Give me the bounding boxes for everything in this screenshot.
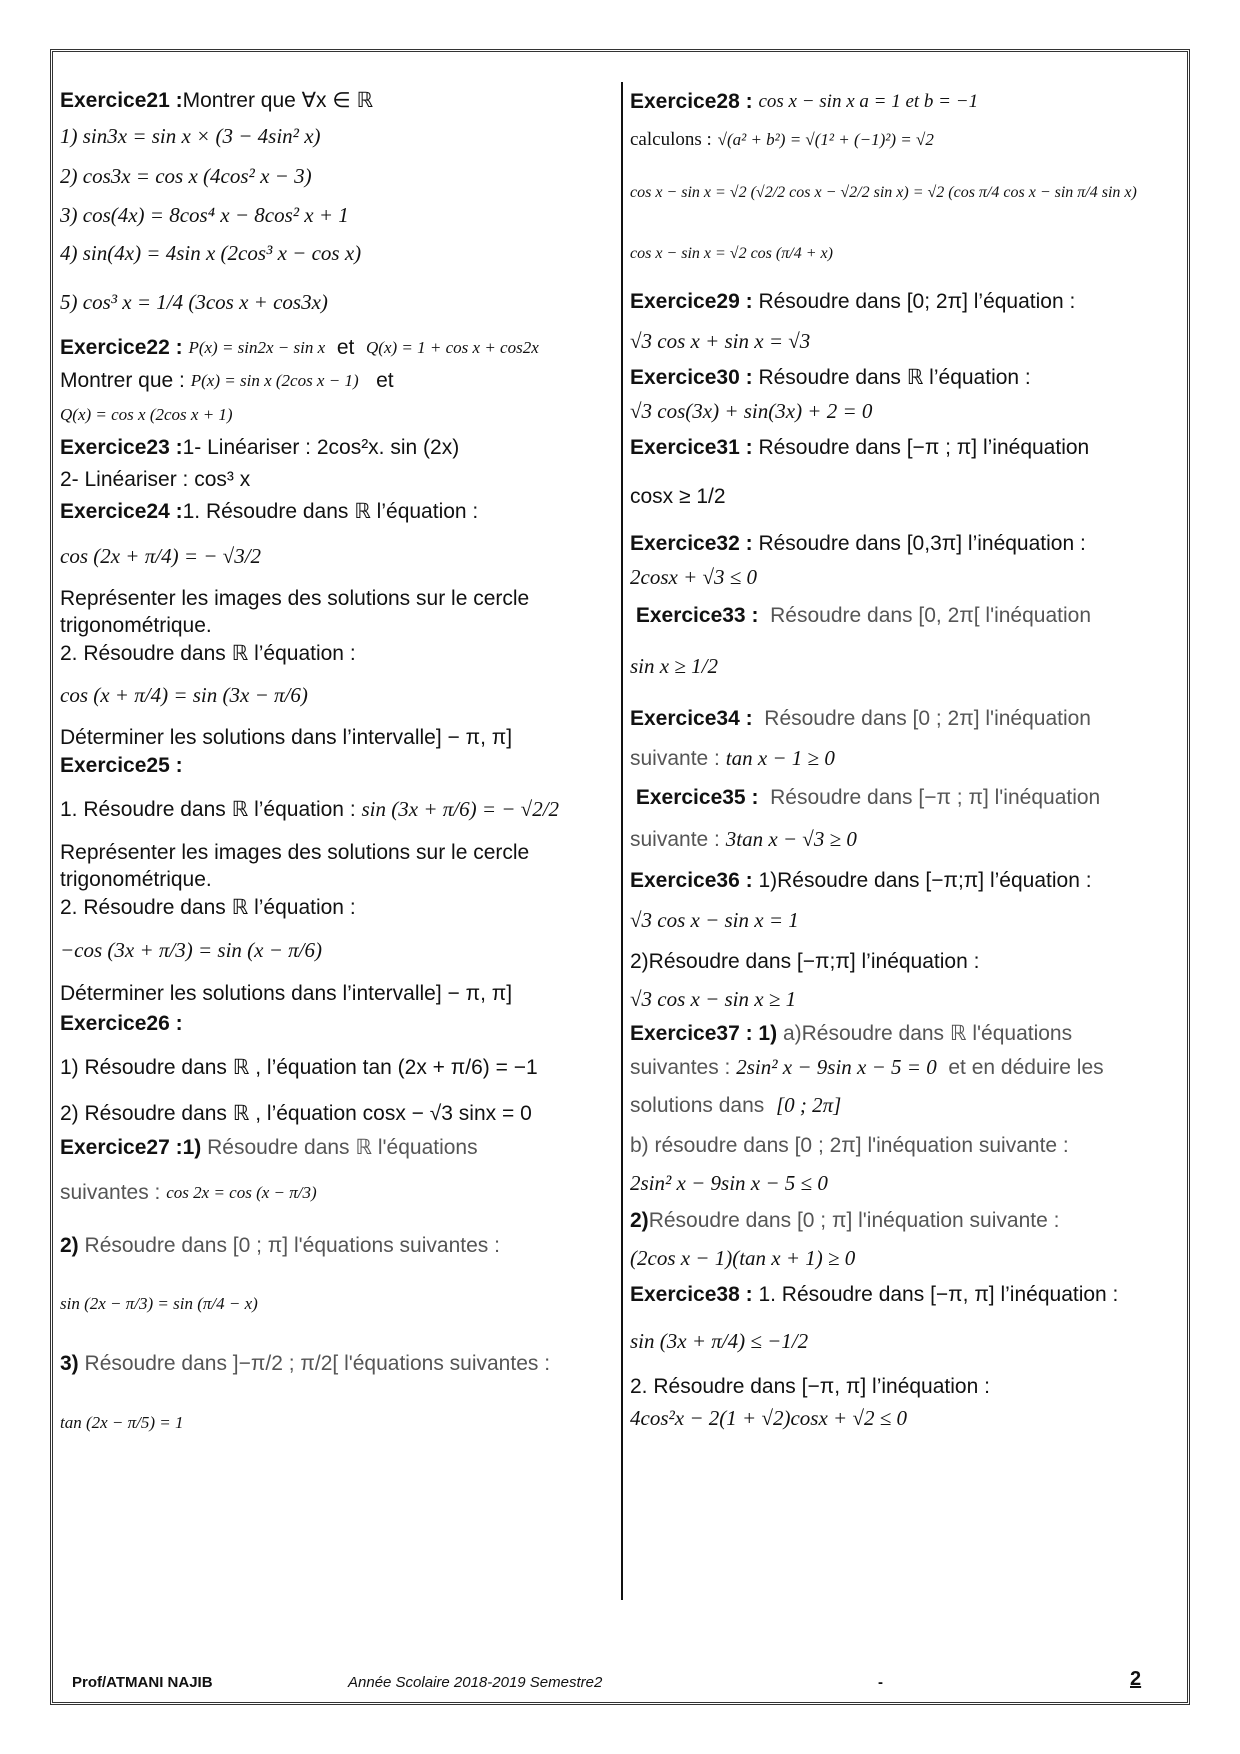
ex36-t2: 2)Résoudre dans [−π;π] l’inéquation :: [630, 950, 980, 974]
ex34-eq: suivante : tan x − 1 ≥ 0: [630, 746, 835, 771]
ex22-show: Montrer que : P(x) = sin x (2cos x − 1) et: [60, 369, 394, 393]
exercise-26-header: Exercice26 :: [60, 1012, 183, 1036]
ex36-eq1: √3 cos x − sin x = 1: [630, 908, 799, 933]
ex37-eq2: 2sin² x − 9sin x − 5 ≤ 0: [630, 1171, 828, 1196]
ex26-t1: 1) Résoudre dans ℝ , l’équation tan (2x + π/6) = −1: [60, 1056, 538, 1080]
ex37-sol: solutions dans [0 ; 2π]: [630, 1093, 842, 1118]
exercise-27-header: Exercice27 :1) Résoudre dans ℝ l'équations: [60, 1136, 478, 1160]
ex21-item-3: 3) cos(4x) = 8cos⁴ x − 8cos² x + 1: [60, 203, 349, 228]
exercise-28-header: Exercice28 : cos x − sin x a = 1 et b = −1: [630, 90, 979, 114]
footer-dash: -: [878, 1674, 883, 1691]
ex21-item-2: 2) cos3x = cos x (4cos² x − 3): [60, 164, 312, 189]
ex25-det: Déterminer les solutions dans l’intervalle] − π, π]: [60, 982, 513, 1006]
exercise-29-header: Exercice29 : Résoudre dans [0; 2π] l’équation :: [630, 290, 1076, 314]
ex21-item-1: 1) sin3x = sin x × (3 − 4sin² x): [60, 124, 321, 149]
ex23-t2: 2- Linéariser : cos³ x: [60, 468, 251, 492]
footer-year: Année Scolaire 2018-2019 Semestre2: [348, 1674, 603, 1691]
right-column: [630, 84, 1182, 1436]
exercise-23-header: Exercice23 : 1- Linéariser : 2cos²x. sin (2x): [60, 436, 460, 460]
ex21-item-5: 5) cos³ x = 1/4 (3cos x + cos3x): [60, 290, 328, 315]
exercise-24-header: Exercice24 : 1. Résoudre dans ℝ l’équation :: [60, 500, 479, 524]
ex24-t2: 2. Résoudre dans ℝ l’équation :: [60, 642, 356, 666]
ex38-eq2: 4cos²x − 2(1 + √2)cosx + √2 ≤ 0: [630, 1406, 907, 1431]
exercise-32-header: Exercice32 : Résoudre dans [0,3π] l’inéquation :: [630, 532, 1086, 556]
ex24-eq2: cos (x + π/4) = sin (3x − π/6): [60, 683, 308, 708]
ex28-eq1: cos x − sin x = √2 (√2/2 cos x − √2/2 sin x) = √2 (cos π/4 cos x − sin π/4 sin x): [630, 184, 1137, 202]
ex21-item-4: 4) sin(4x) = 4sin x (2cos³ x − cos x): [60, 241, 362, 266]
ex37-eq3: (2cos x − 1)(tan x + 1) ≥ 0: [630, 1246, 856, 1271]
exercise-22-header: Exercice22 : P(x) = sin2x − sin x et Q(x) = 1 + cos x + cos2x: [60, 336, 539, 360]
exercise-21-header: Exercice21 : Montrer que ∀x ∈ ℝ: [60, 89, 374, 113]
ex27-eq1: suivantes : cos 2x = cos (x − π/3): [60, 1181, 317, 1205]
ex29-eq: √3 cos x + sin x = √3: [630, 329, 811, 354]
ex25-rep: Représenter les images des solutions sur le cercle: [60, 841, 530, 865]
ex25-eq2: −cos (3x + π/3) = sin (x − π/6): [60, 938, 323, 963]
ex27-eq3: tan (2x − π/5) = 1: [60, 1412, 184, 1432]
ex37-tb: b) résoudre dans [0 ; 2π] l'inéquation suivante :: [630, 1134, 1069, 1158]
ex28-calc: calculons : √(a² + b²) = √(1² + (−1)²) = √2: [630, 128, 934, 150]
ex38-t2: 2. Résoudre dans [−π, π] l’inéquation :: [630, 1375, 990, 1399]
ex36-eq2: √3 cos x − sin x ≥ 1: [630, 987, 797, 1012]
ex33-eq: sin x ≥ 1/2: [630, 654, 718, 679]
ex22-q2: Q(x) = cos x (2cos x + 1): [60, 404, 233, 424]
ex24-det: Déterminer les solutions dans l’intervalle] − π, π]: [60, 726, 513, 750]
ex32-eq: 2cosx + √3 ≤ 0: [630, 565, 758, 590]
ex24-eq1: cos (2x + π/4) = − √3/2: [60, 544, 262, 569]
exercise-30-header: Exercice30 : Résoudre dans ℝ l’équation :: [630, 366, 1031, 390]
ex27-t2: 2) Résoudre dans [0 ; π] l'équations suivantes :: [60, 1234, 500, 1258]
ex31-eq: cosx ≥ 1/2: [630, 485, 726, 509]
ex27-t3: 3) Résoudre dans ]−π/2 ; π/2[ l'équations suivantes :: [60, 1352, 551, 1376]
ex25-t2: 2. Résoudre dans ℝ l’équation :: [60, 896, 356, 920]
exercise-34-header: Exercice34 : Résoudre dans [0 ; 2π] l'inéquation: [630, 707, 1091, 731]
ex30-eq: √3 cos(3x) + sin(3x) + 2 = 0: [630, 399, 873, 424]
ex37-t2: 2) Résoudre dans [0 ; π] l'inéquation suivante :: [630, 1209, 1060, 1233]
ex26-t2: 2) Résoudre dans ℝ , l’équation cosx − √3 sinx = 0: [60, 1102, 532, 1126]
ex25-t1: 1. Résoudre dans ℝ l’équation : sin (3x + π/6) = − √2/2: [60, 797, 560, 822]
column-divider: [621, 82, 623, 1600]
ex28-eq2: cos x − sin x = √2 cos (π/4 + x): [630, 245, 833, 263]
exercise-31-header: Exercice31 : Résoudre dans [−π ; π] l’inéquation: [630, 436, 1090, 460]
ex37-eq1: suivantes : 2sin² x − 9sin x − 5 = 0 et en déduire les: [630, 1055, 1104, 1080]
exercise-38-header: Exercice38 : 1. Résoudre dans [−π, π] l’inéquation :: [630, 1283, 1119, 1307]
ex24-rep: Représenter les images des solutions sur le cercle: [60, 587, 530, 611]
ex27-eq2: sin (2x − π/3) = sin (π/4 − x): [60, 1293, 258, 1313]
exercise-35-header: Exercice35 : Résoudre dans [−π ; π] l'inéquation: [635, 786, 1101, 810]
footer-author: Prof/ATMANI NAJIB: [72, 1674, 213, 1691]
ex25-rep2: trigonométrique.: [60, 868, 212, 892]
ex24-rep2: trigonométrique.: [60, 614, 212, 638]
page-number: 2: [1130, 1668, 1142, 1690]
ex38-eq1: sin (3x + π/4) ≤ −1/2: [630, 1329, 809, 1354]
exercise-25-header: Exercice25 :: [60, 754, 183, 778]
left-column: [60, 84, 610, 1456]
exercise-37-header: Exercice37 : 1) a)Résoudre dans ℝ l'équations: [630, 1022, 1073, 1046]
exercise-33-header: Exercice33 : Résoudre dans [0, 2π[ l'inéquation: [635, 604, 1092, 628]
ex35-eq: suivante : 3tan x − √3 ≥ 0: [630, 827, 857, 852]
exercise-36-header: Exercice36 : 1)Résoudre dans [−π;π] l’équation :: [630, 869, 1092, 893]
